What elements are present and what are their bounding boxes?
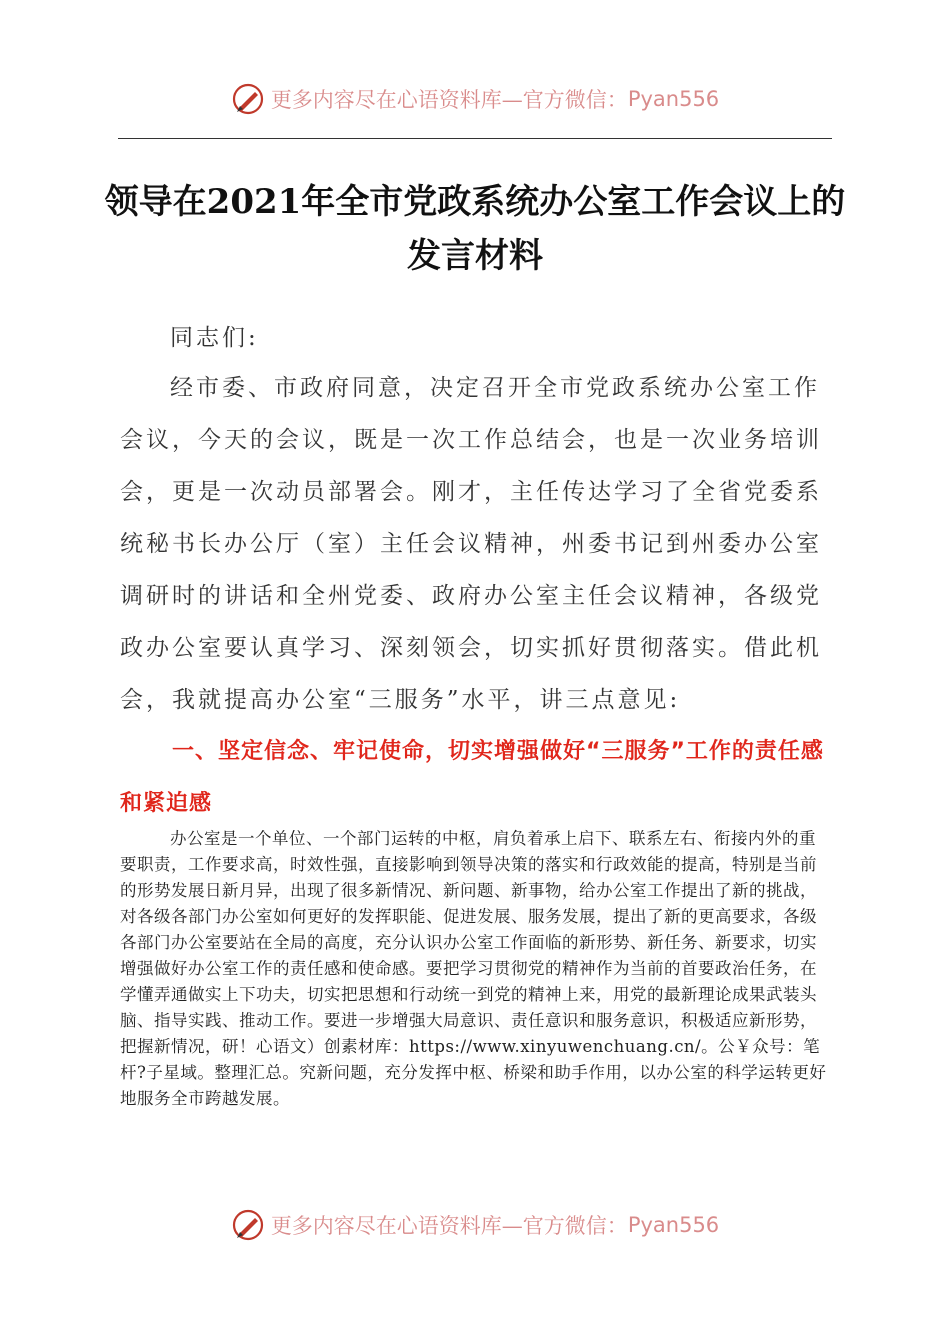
document-title: 领导在2021年全市党政系统办公室工作会议上的发言材料: [104, 182, 846, 276]
footer-brand-id: Pyan556: [627, 1213, 720, 1237]
header-brand-id: Pyan556: [627, 87, 720, 111]
pen-logo-icon: [231, 1208, 265, 1242]
salutation: 同志们:: [170, 325, 259, 351]
header-divider: [118, 138, 832, 139]
paragraph-body: 办公室是一个单位、一个部门运转的中枢，肩负着承上启下、联系左右、衔接内外的重要职责，工作要求高，时效性强，直接影响到领导决策的落实和行政效能的提高，特别是当前的形势发展日新月异，出现了很多新情况、新问题、新事物，给办公室工作提出了新的挑战，对各级各部门办公室如何更好的发挥职能、促进发展、服务发展，提出了新的更高要求，各级各部门办公室要站在全局的高度，充分认识办公室工作面临的新形势、新任务、新要求，切实增强做好办公室工作的责任感和使命感。要把学习贯彻党的精神作为当前的首要政治任务，在学懂弄通做实上下功夫，切实把思想和行动统一到党的精神上来，用党的最新理论成果武装头脑、指导实践、推动工作。要进一步增强大局意识、责任意识和服务意识，积极适应新形势，把握新情况，研！心语文）创素材库：https://www.xinyuwenchuang.cn/。公￥众号：笔杆?子星域。整理汇总。究新问题，充分发挥中枢、桥梁和助手作用，以办公室的科学运转更好地服务全市跨越发展。: [120, 829, 827, 1108]
header-brand-text: 更多内容尽在心语资料库—官方微信：: [270, 88, 628, 112]
footer-brand-text: 更多内容尽在心语资料库—官方微信：: [270, 1214, 628, 1238]
paragraph-intro: 经市委、市政府同意，决定召开全市党政系统办公室工作会议，今天的会议，既是一次工作总结会，也是一次业务培训会，更是一次动员部署会。刚才，主任传达学习了全省党委系统秘书长办公厅（室）主任会议精神，州委书记到州委办公室调研时的讲话和全州党委、政府办公室主任会议精神，各级党政办公室要认真学习、深刻领会，切实抓好贯彻落实。借此机会，我就提高办公室“三服务”水平，讲三点意见:: [120, 375, 822, 713]
page-header-watermark: [0, 82, 950, 116]
page-footer-watermark: [0, 1208, 950, 1242]
pen-logo-icon: [231, 82, 265, 116]
section-heading-1: 一、坚定信念、牢记使命，切实增强做好“三服务”工作的责任感和紧迫感: [120, 739, 824, 816]
